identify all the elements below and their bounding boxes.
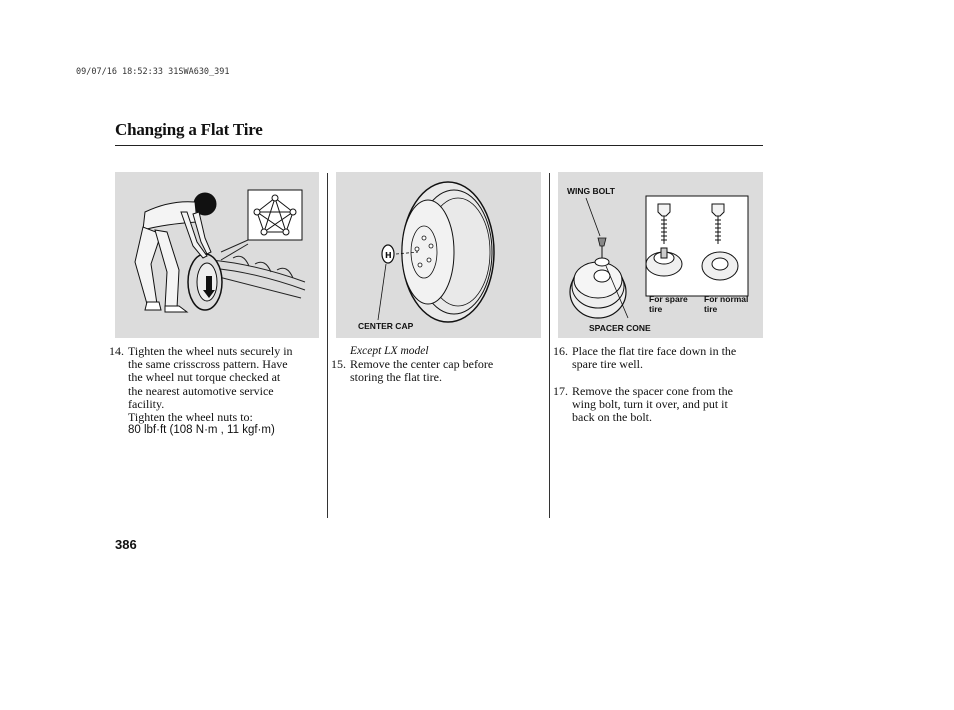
wing-bolt-callout: WING BOLT — [567, 186, 615, 196]
step-16 — [553, 345, 765, 375]
model-note: Except LX model — [350, 345, 429, 357]
title-rule — [115, 145, 763, 146]
step-text-line: wing bolt, turn it over, and put it — [572, 397, 728, 412]
print-stamp: 09/07/16 18:52:33 31SWA630_391 — [76, 67, 230, 77]
step-number: 16. — [553, 344, 568, 358]
page-number: 386 — [115, 537, 137, 552]
for-normal-tire-callout: For normal tire — [704, 294, 749, 314]
tire-center-cap-illustration — [336, 172, 541, 338]
step-text-line: Tighten the wheel nuts to: — [128, 410, 253, 425]
step-text-line: Tighten the wheel nuts securely in — [128, 344, 293, 358]
step-text-line: storing the flat tire. — [350, 370, 442, 385]
step-text-line: spare tire well. — [572, 357, 643, 372]
step-number: 14. — [109, 344, 124, 358]
step-number: 17. — [553, 384, 568, 398]
figure-center-cap — [336, 172, 541, 338]
person-tightening-nuts-illustration — [115, 172, 319, 338]
column-divider-1 — [327, 173, 328, 518]
step-text-line: Place the flat tire face down in the — [572, 344, 737, 358]
page-title: Changing a Flat Tire — [115, 120, 263, 139]
step-number: 15. — [331, 357, 346, 371]
for-spare-tire-callout: For spare tire — [649, 294, 688, 314]
step-17 — [553, 385, 765, 429]
step-15 — [331, 358, 543, 388]
figure-spacer-cone — [558, 172, 763, 338]
spacer-cone-callout: SPACER CONE — [589, 323, 651, 333]
step-text-line: Remove the center cap before — [350, 357, 494, 371]
step-text-line: facility. — [128, 396, 165, 411]
step-text-line: the wheel nut torque checked at — [128, 370, 281, 385]
step-text-line: the same crisscross pattern. Have — [128, 357, 288, 372]
step-text-line: back on the bolt. — [572, 410, 652, 425]
svg-text:H: H — [385, 251, 392, 260]
column-divider-2 — [549, 173, 550, 518]
figure-tighten-wheel-nuts — [115, 172, 319, 338]
step-text-line: Remove the spacer cone from the — [572, 384, 733, 398]
torque-spec: 80 lbf·ft (108 N·m , 11 kgf·m) — [128, 424, 275, 436]
center-cap-callout: CENTER CAP — [358, 321, 414, 331]
step-text-line: the nearest automotive service — [128, 383, 274, 398]
